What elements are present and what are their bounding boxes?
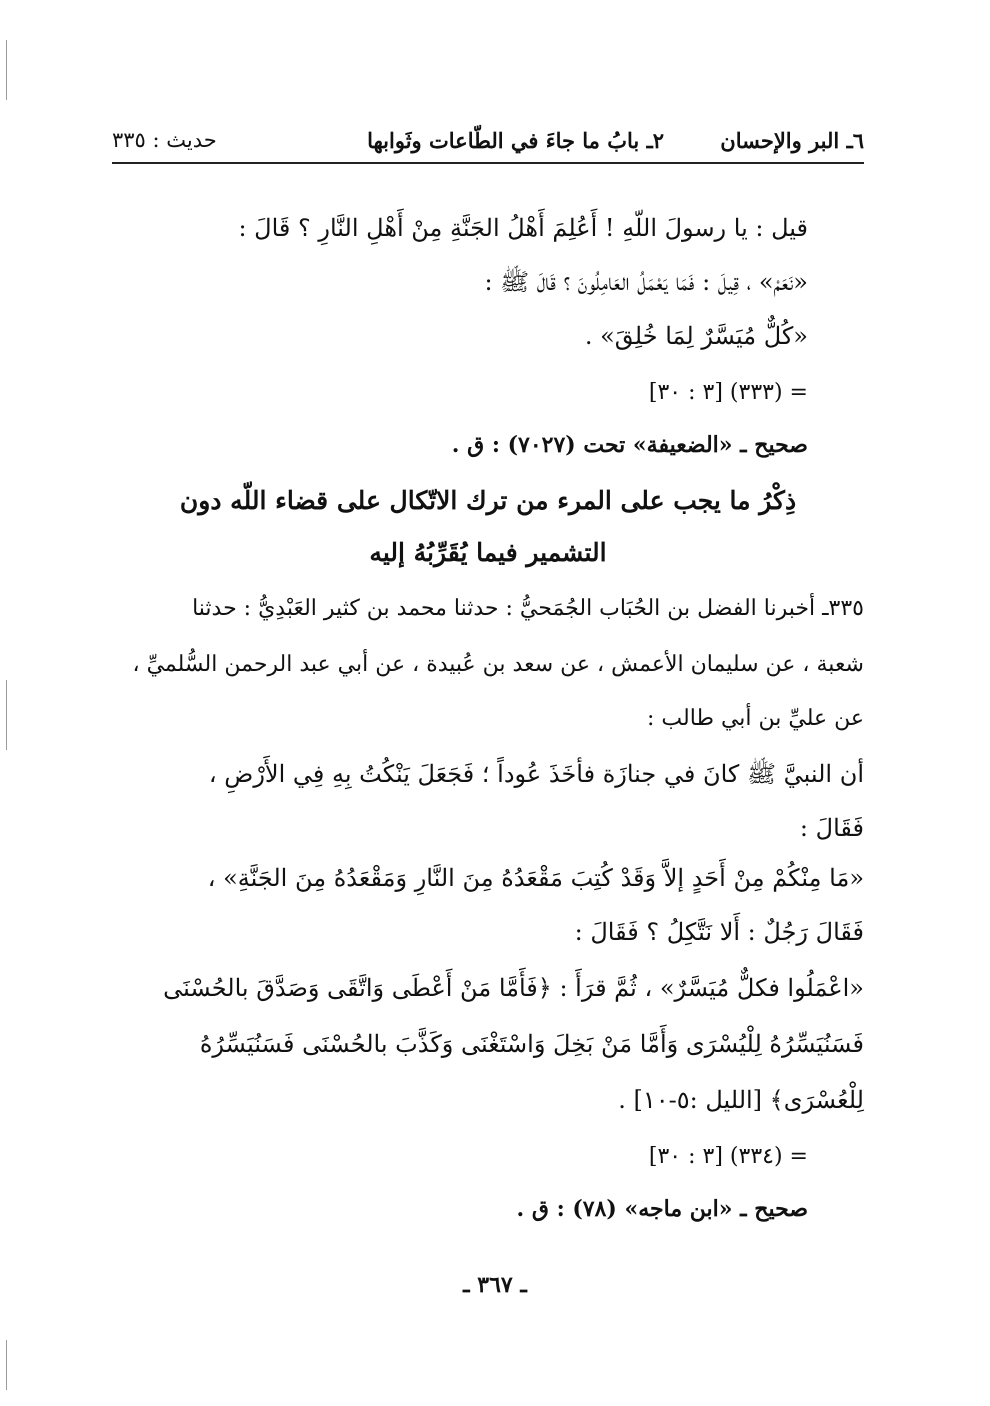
grading-note: صحيح ـ «الضعيفة» تحت (٧٠٢٧) : ق . xyxy=(451,432,808,458)
scan-edge-mark xyxy=(6,680,7,750)
matn-line: أن النبيَّ ﷺ كانَ في جنازَة فأخَذَ عُوداً ؛ فَجَعَلَ يَنْكُتُ بِهِ فِي الأَرْضِ ، xyxy=(208,760,864,788)
matn-line: «مَا مِنْكُمْ مِنْ أَحَدٍ إلاَّ وَقَدْ كُتِبَ مَقْعَدُهُ مِنَ النَّارِ وَمَقْعَدُهُ مِنَ الجَنَّةِ» ، xyxy=(207,864,864,892)
cross-reference: = (٣٣٤) [٣ : ٣٠] xyxy=(648,1144,808,1169)
grading-note: صحيح ـ «ابن ماجه» (٧٨) : ق . xyxy=(516,1196,808,1222)
matn-line: فَقَالَ رَجُلٌ : أَلا نَتَّكِلُ ؟ فَقَالَ : xyxy=(574,918,864,946)
scan-edge-mark xyxy=(6,40,7,100)
section-heading: ذِكْرُ ما يجب على المرء من ترك الاتّكال على قضاء اللّه دون xyxy=(179,486,797,515)
text-line: «نَعَمْ» ، قِيلَ : فَمَا يَعْمَلُ العَامِلُونَ ؟ قَالَ ﷺ : xyxy=(484,268,808,296)
matn-line: فَقَالَ : xyxy=(799,814,864,842)
chapter-title: ٦ـ البر والإحسان xyxy=(720,128,864,153)
text-line: قيل : يا رسولَ اللّهِ ! أَعُلِمَ أَهْلُ الجَنَّةِ مِنْ أَهْلِ النَّارِ ؟ قَالَ : xyxy=(238,214,808,242)
isnad-line: ٣٣٥ـ أخبرنا الفضل بن الحُبَاب الجُمَحيُّ : حدثنا محمد بن كثير العَبْدِيُّ : حدثنا xyxy=(192,596,864,621)
isnad-line: شعبة ، عن سليمان الأعمش ، عن سعد بن عُبيدة ، عن أبي عبد الرحمن السُّلميِّ ، xyxy=(132,652,864,677)
matn-line: فَسَنُيَسِّرُهُ لِلْيُسْرَى وَأَمَّا مَنْ بَخِلَ وَاسْتَغْنَى وَكَذَّبَ بالحُسْنَى فَسَنُيَسِّرُهُ xyxy=(199,1030,864,1058)
isnad-line: عن عليِّ بن أبي طالب : xyxy=(647,706,864,731)
header-rule xyxy=(112,162,864,164)
text-line: «كُلٌّ مُيَسَّرٌ لِمَا خُلِقَ» . xyxy=(584,322,808,350)
matn-line: «اعْمَلُوا فكلٌّ مُيَسَّرٌ» ، ثُمَّ قرَأَ : ﴿فَأَمَّا مَنْ أَعْطَى وَاتَّقَى وَصَدَّقَ بالحُسْنَى xyxy=(163,974,864,1002)
running-header xyxy=(112,122,864,162)
section-title: ٢ـ بابُ ما جاءَ في الطّاعات وثَوابها xyxy=(367,128,664,153)
section-heading: التشمير فيما يُقَرِّبُهُ إليه xyxy=(369,538,607,567)
page-number: ـ ٣٦٧ ـ xyxy=(463,1272,527,1298)
cross-reference: = (٣٣٣) [٣ : ٣٠] xyxy=(648,380,808,405)
hadith-reference: حديث : ٣٣٥ xyxy=(112,128,217,152)
scan-edge-mark xyxy=(6,1340,7,1390)
matn-line: لِلْعُسْرَى﴾ [الليل :٥-١٠] . xyxy=(618,1086,864,1114)
